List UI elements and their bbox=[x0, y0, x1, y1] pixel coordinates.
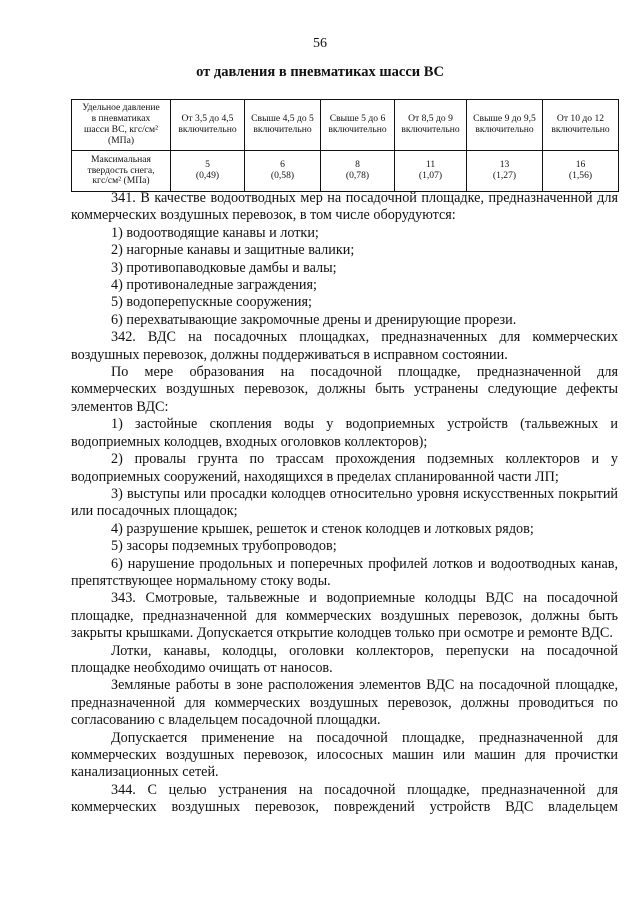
table-cell: 11 (1,07) bbox=[395, 151, 467, 192]
list-item: 6) перехватывающие закромочные дрены и дренирующие прорези. bbox=[111, 311, 517, 328]
table-row-header: Удельное давление в пневматиках шасси ВС, кгс/см² (МПа) bbox=[72, 100, 171, 151]
list-item: 1) водоотводящие канавы и лотки; bbox=[111, 224, 319, 241]
paragraph-343: 343. Смотровые, тальвежные и водоприемные колодцы ВДС на посадочной площадке, предназначенной для коммерческих воздушных перевозок, должны быть закрыты крышками. Допускается открытие колодцев только при осмотре и ремонте ВДС. bbox=[71, 590, 618, 642]
table-cell: Свыше 4,5 до 5 включительно bbox=[245, 100, 321, 151]
table-cell: 6 (0,58) bbox=[245, 151, 321, 192]
table-cell: От 3,5 до 4,5 включительно bbox=[171, 100, 245, 151]
table-cell: От 10 до 12 включительно bbox=[543, 100, 619, 151]
section-heading: от давления в пневматиках шасси ВС bbox=[196, 64, 444, 80]
paragraph: Лотки, канавы, колодцы, оголовки коллекторов, перепуски на посадочной площадке необходимо очищать от наносов. bbox=[71, 642, 618, 676]
table-cell: Свыше 5 до 6 включительно bbox=[321, 100, 395, 151]
table-cell: Свыше 9 до 9,5 включительно bbox=[467, 100, 543, 151]
table-cell: От 8,5 до 9 включительно bbox=[395, 100, 467, 151]
list-item: 4) разрушение крышек, решеток и стенок колодцев и лотковых рядов; bbox=[111, 520, 534, 537]
paragraph: Допускается применение на посадочной площадке, предназначенной для коммерческих воздушных перевозок, илососных машин или машин для прочистки канализационных сетей. bbox=[71, 729, 618, 781]
document-body bbox=[71, 190, 618, 817]
list-item: 5) водоперепускные сооружения; bbox=[111, 294, 312, 311]
table-cell: 5 (0,49) bbox=[171, 151, 245, 192]
paragraph-341: 341. В качестве водоотводных мер на посадочной площадке, предназначенной для коммерческих воздушных перевозок, в том числе оборудуются: bbox=[71, 190, 618, 224]
paragraph: По мере образования на посадочной площадке, предназначенной для коммерческих воздушных перевозок, должны быть устранены следующие дефекты элементов ВДС: bbox=[71, 364, 618, 415]
list-item: 5) засоры подземных трубопроводов; bbox=[111, 538, 337, 555]
table-row-hardness bbox=[72, 151, 619, 192]
list-item: 3) выступы или просадки колодцев относительно уровня искусственных покрытий или посадочных площадок; bbox=[71, 485, 618, 520]
list-item: 4) противоналедные заграждения; bbox=[111, 277, 317, 294]
list-item: 6) нарушение продольных и поперечных профилей лотков и водоотводных канав, препятствующее нормальному стоку воды. bbox=[71, 555, 618, 589]
paragraph-342: 342. ВДС на посадочных площадках, предназначенных для коммерческих воздушных перевозок, должны поддерживаться в исправном состоянии. bbox=[71, 329, 618, 363]
list-item: 2) провалы грунта по трассам прохождения подземных коллекторов и у водоприемных сооружений, находящихся в пределах спланированной части ЛП; bbox=[71, 451, 618, 485]
table-cell: 8 (0,78) bbox=[321, 151, 395, 192]
paragraph: Земляные работы в зоне расположения элементов ВДС на посадочной площадке, предназначенной для коммерческих воздушных перевозок, должны проводиться по согласованию с владельцем посадочной площадки. bbox=[71, 677, 618, 729]
table-cell: 13 (1,27) bbox=[467, 151, 543, 192]
paragraph-344: 344. С целью устранения на посадочной площадке, предназначенной для коммерческих воздушных перевозок, повреждений устройств ВДС владельцем bbox=[71, 781, 618, 816]
page-number: 56 bbox=[313, 36, 327, 51]
table-cell: 16 (1,56) bbox=[543, 151, 619, 192]
list-item: 3) противопаводковые дамбы и валы; bbox=[111, 259, 337, 276]
snow-hardness-table bbox=[71, 99, 619, 192]
table-row-header: Максимальная твердость снега, кгс/см² (МПа) bbox=[72, 151, 171, 192]
table-row-pressure bbox=[72, 100, 619, 151]
list-item: 1) застойные скопления воды у водоприемных устройств (тальвежных и водоприемных колодцев, входных оголовков коллекторов); bbox=[71, 416, 618, 450]
list-item: 2) нагорные канавы и защитные валики; bbox=[111, 242, 355, 259]
